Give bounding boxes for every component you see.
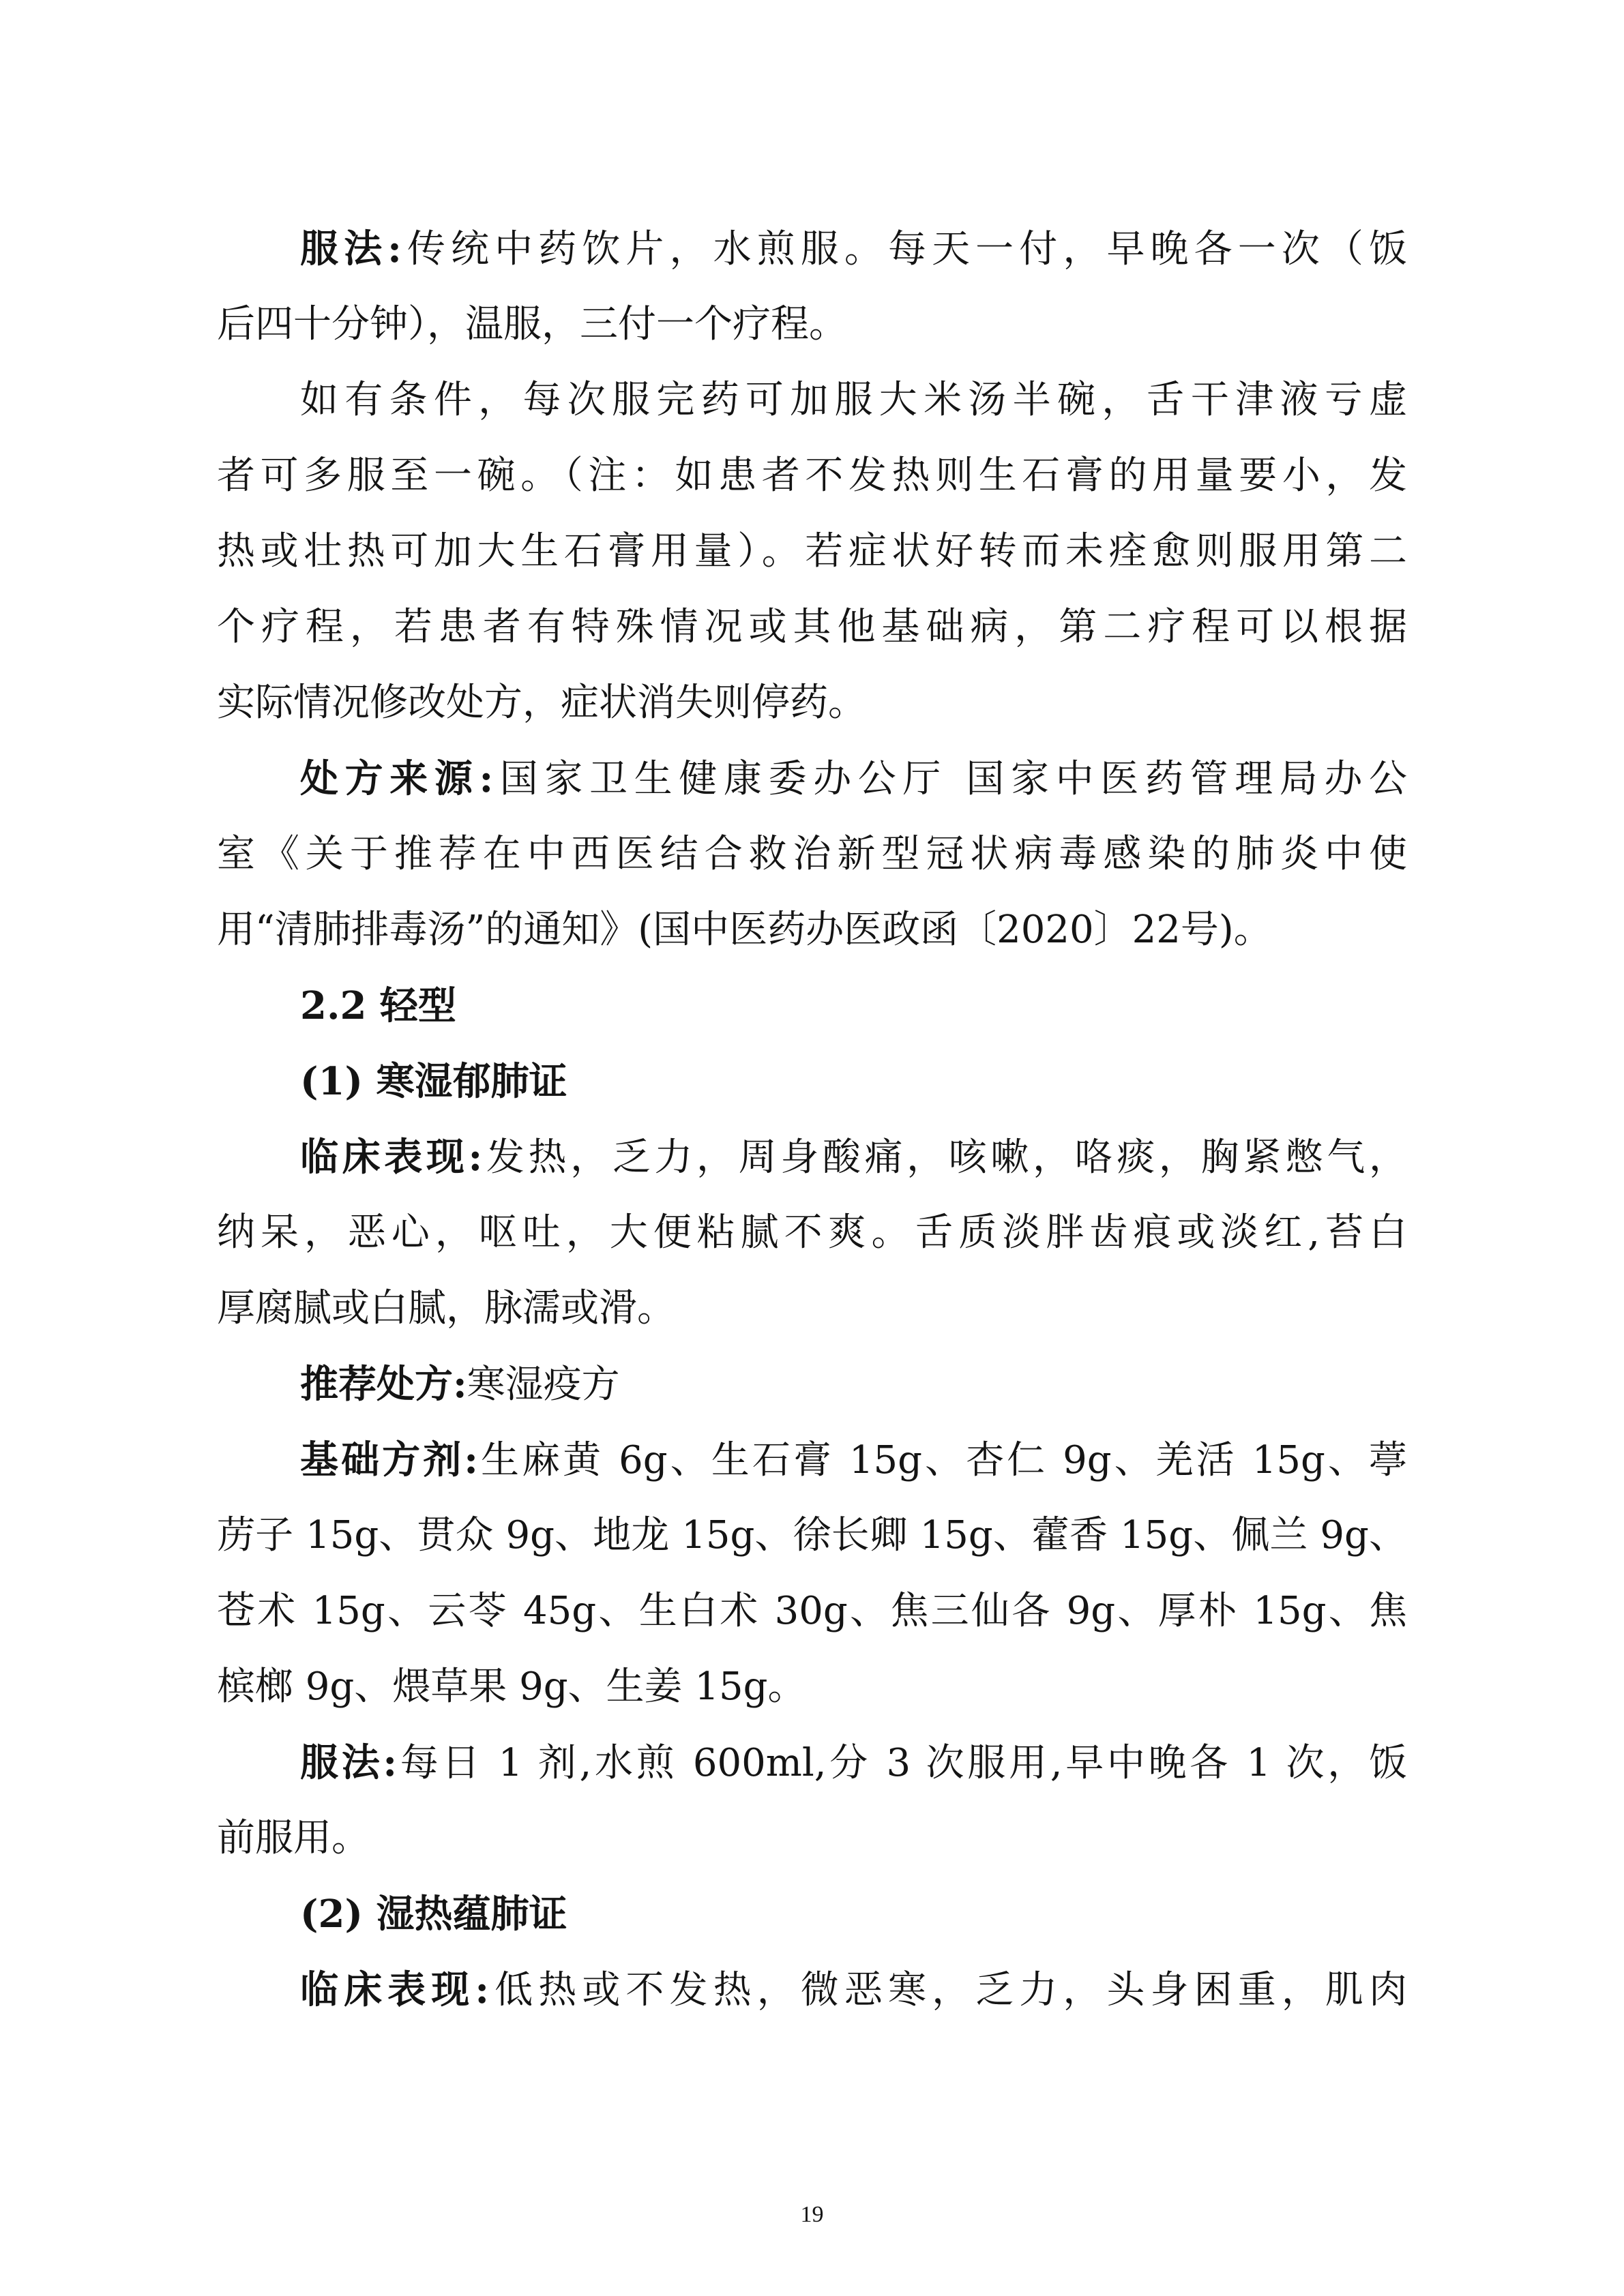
text-line: 槟榔 9g、煨草果 9g、生姜 15g。 <box>217 1665 806 1709</box>
text-line: 个疗程，若患者有特殊情况或其他基础病，第二疗程可以根据 <box>217 605 1407 649</box>
field-label: 服法: <box>300 1740 398 1785</box>
text-line: 苍术 15g、云苓 45g、生白术 30g、焦三仙各 9g、厚朴 15g、焦 <box>217 1589 1407 1633</box>
field-label: 基础方剂: <box>300 1437 478 1482</box>
line-text: 寒湿疫方 <box>467 1362 620 1407</box>
text-line <box>300 1422 1407 1497</box>
text-line: 实际情况修改处方，症状消失则停药。 <box>217 681 866 725</box>
field-label: 服法: <box>300 226 402 271</box>
line-text: 每日 1 剂,水煎 600ml,分 3 次服用,早中晚各 1 次，饭 <box>397 1741 1407 1785</box>
field-label: 处方来源: <box>300 756 494 801</box>
text-line <box>300 741 1407 816</box>
line-text: 低热或不发热，微恶寒，乏力，头身困重，肌肉 <box>489 1968 1407 2012</box>
text-line: 用“清肺排毒汤”的通知》(国中医药办医政函〔2020〕22号)。 <box>217 908 1272 952</box>
text-line <box>300 1725 1407 1800</box>
field-label: 临床表现: <box>300 1967 490 2012</box>
text-line: 者可多服至一碗。（注：如患者不发热则生石膏的用量要小，发 <box>217 453 1407 498</box>
text-line <box>300 1120 1407 1195</box>
line-text: 国家卫生健康委办公厅 国家中医药管理局办公 <box>493 757 1407 801</box>
line-text: 传统中药饮片，水煎服。每天一付，早晚各一次（饭 <box>401 227 1407 271</box>
text-line <box>300 211 1407 286</box>
text-line: 热或壮热可加大生石膏用量）。若症状好转而未痊愈则服用第二 <box>217 529 1407 573</box>
text-line: 后四十分钟），温服，三付一个疗程。 <box>217 302 847 346</box>
subsection-heading: (1) 寒湿郁肺证 <box>300 1059 567 1104</box>
text-line: 室《关于推荐在中西医结合救治新型冠状病毒感染的肺炎中使 <box>217 832 1407 876</box>
line-text: 发热，乏力，周身酸痛，咳嗽，咯痰，胸紧憋气， <box>482 1135 1407 1180</box>
text-line: 厚腐腻或白腻，脉濡或滑。 <box>217 1286 675 1330</box>
text-line: 苈子 15g、贯众 9g、地龙 15g、徐长卿 15g、藿香 15g、佩兰 9g、 <box>217 1513 1407 1557</box>
subsection-heading: (2) 湿热蕴肺证 <box>300 1892 567 1937</box>
page-number: 19 <box>800 2202 824 2227</box>
text-line <box>300 1952 1407 2027</box>
section-heading: 2.2 轻型 <box>300 983 456 1028</box>
line-text: 生麻黄 6g、生石膏 15g、杏仁 9g、羌活 15g、葶 <box>477 1438 1407 1482</box>
text-line <box>300 1347 1407 1422</box>
field-label: 临床表现: <box>300 1135 483 1180</box>
field-label: 推荐处方: <box>300 1362 467 1407</box>
text-line: 前服用。 <box>217 1816 370 1860</box>
text-line: 纳呆，恶心，呕吐，大便粘腻不爽。舌质淡胖齿痕或淡红,苔白 <box>217 1210 1407 1255</box>
text-line: 如有条件，每次服完药可加服大米汤半碗，舌干津液亏虚 <box>300 378 1407 422</box>
